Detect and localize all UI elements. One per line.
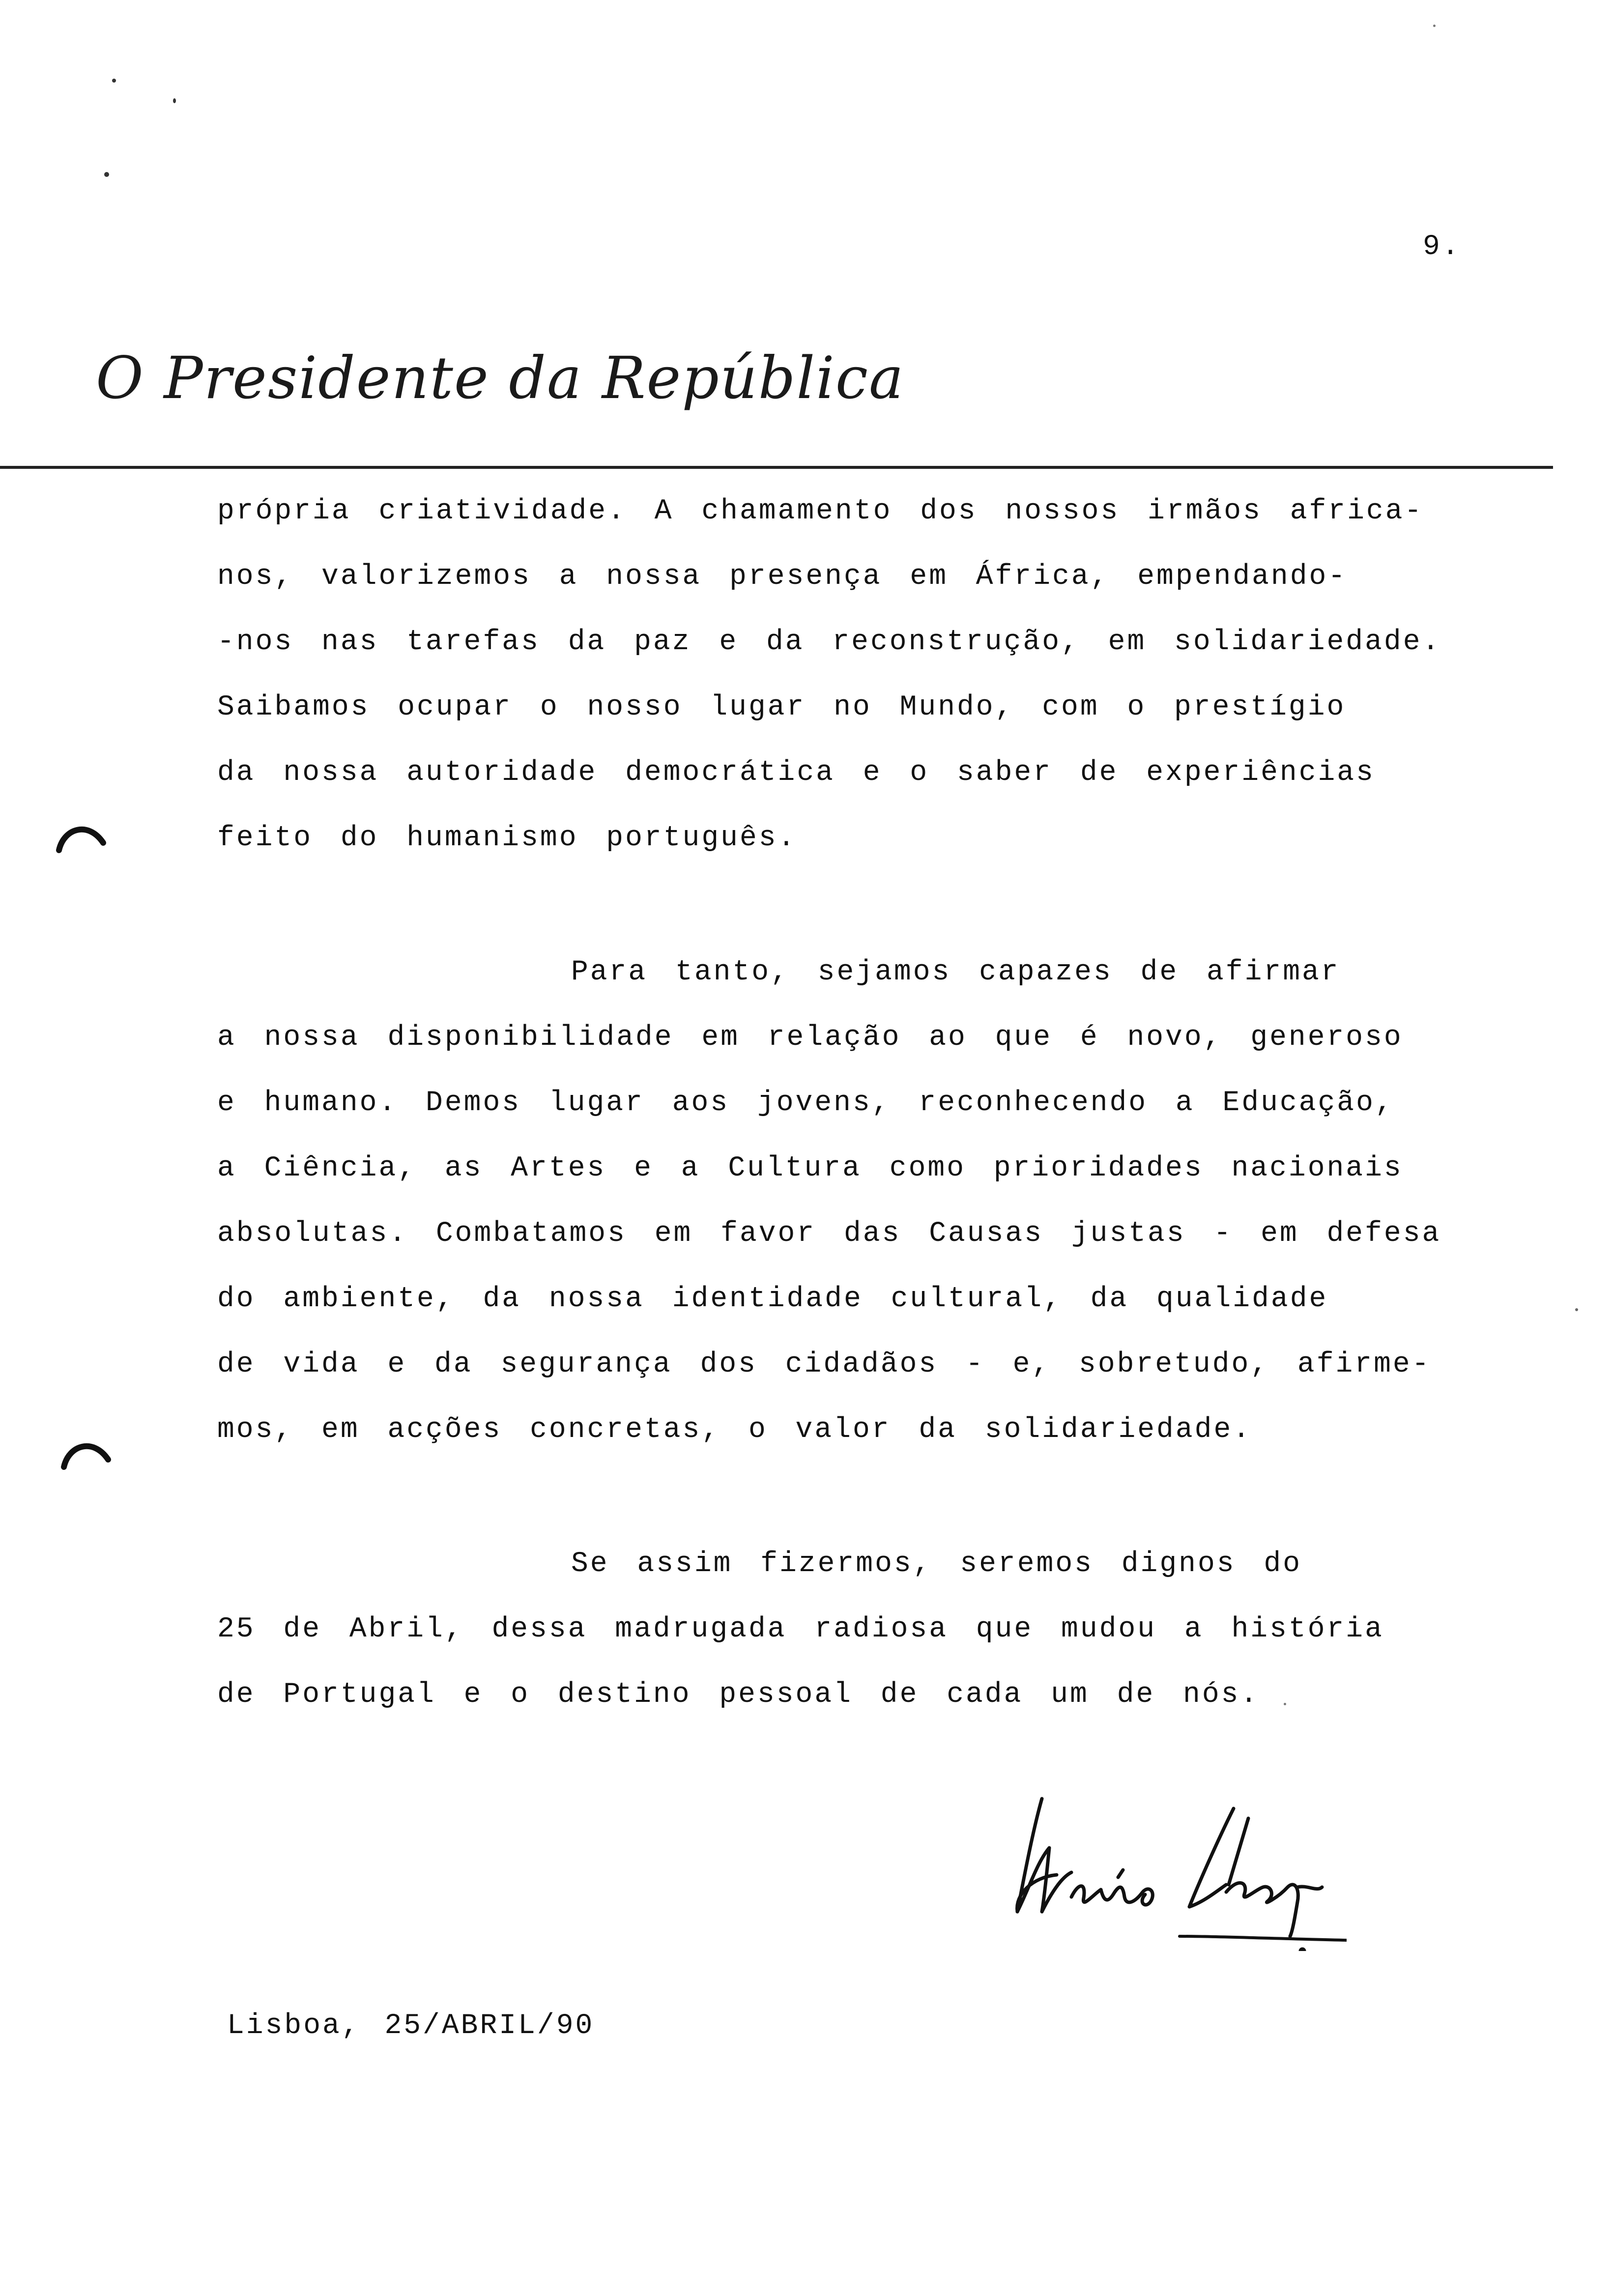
body-line: a nossa disponibilidade em relação ao que é novo, generoso — [217, 1022, 1403, 1054]
margin-punch-mark — [54, 816, 108, 855]
scan-speck — [1433, 25, 1436, 27]
scan-speck — [104, 172, 109, 177]
header-divider — [0, 466, 1553, 469]
body-line: e humano. Demos lugar aos jovens, reconhecendo a Educação, — [217, 1087, 1394, 1119]
body-line: de Portugal e o destino pessoal de cada um de nós. — [217, 1679, 1260, 1711]
body-line: 25 de Abril, dessa madrugada radiosa que mudou a história — [217, 1613, 1384, 1645]
page-number: 9. — [1423, 231, 1461, 263]
scan-speck — [1284, 1703, 1286, 1705]
body-line: própria criatividade. A chamamento dos nossos irmãos africa- — [217, 495, 1424, 527]
body-line: a Ciência, as Artes e a Cultura como prioridades nacionais — [217, 1152, 1403, 1184]
signature — [1003, 1789, 1347, 1951]
body-line: do ambiente, da nossa identidade cultural, da qualidade — [217, 1283, 1328, 1315]
body-line: mos, em acções concretas, o valor da solidariedade. — [217, 1414, 1252, 1446]
body-line: nos, valorizemos a nossa presença em África, empendando- — [217, 561, 1348, 593]
body-line: -nos nas tarefas da paz e da reconstrução, em solidariedade. — [217, 626, 1441, 658]
body-line: Para tanto, sejamos capazes de afirmar — [571, 956, 1340, 988]
place-and-date: Lisboa, 25/ABRIL/90 — [227, 2010, 595, 2042]
body-line: da nossa autoridade democrática e o saber de experiências — [217, 757, 1375, 789]
body-line: absolutas. Combatamos em favor das Causas justas - em defesa — [217, 1218, 1441, 1250]
body-line: Saibamos ocupar o nosso lugar no Mundo, com o prestígio — [217, 691, 1346, 723]
letterhead-title: O Presidente da República — [96, 344, 905, 412]
body-line: feito do humanismo português. — [217, 822, 797, 854]
letter-body — [217, 495, 1441, 1745]
scan-speck — [112, 79, 116, 83]
scan-speck — [1575, 1308, 1578, 1311]
margin-punch-mark — [59, 1433, 113, 1472]
body-line: de vida e da segurança dos cidadãos - e, sobretudo, afirme- — [217, 1349, 1431, 1380]
scan-speck — [173, 98, 176, 103]
body-line: Se assim fizermos, seremos dignos do — [571, 1548, 1302, 1580]
